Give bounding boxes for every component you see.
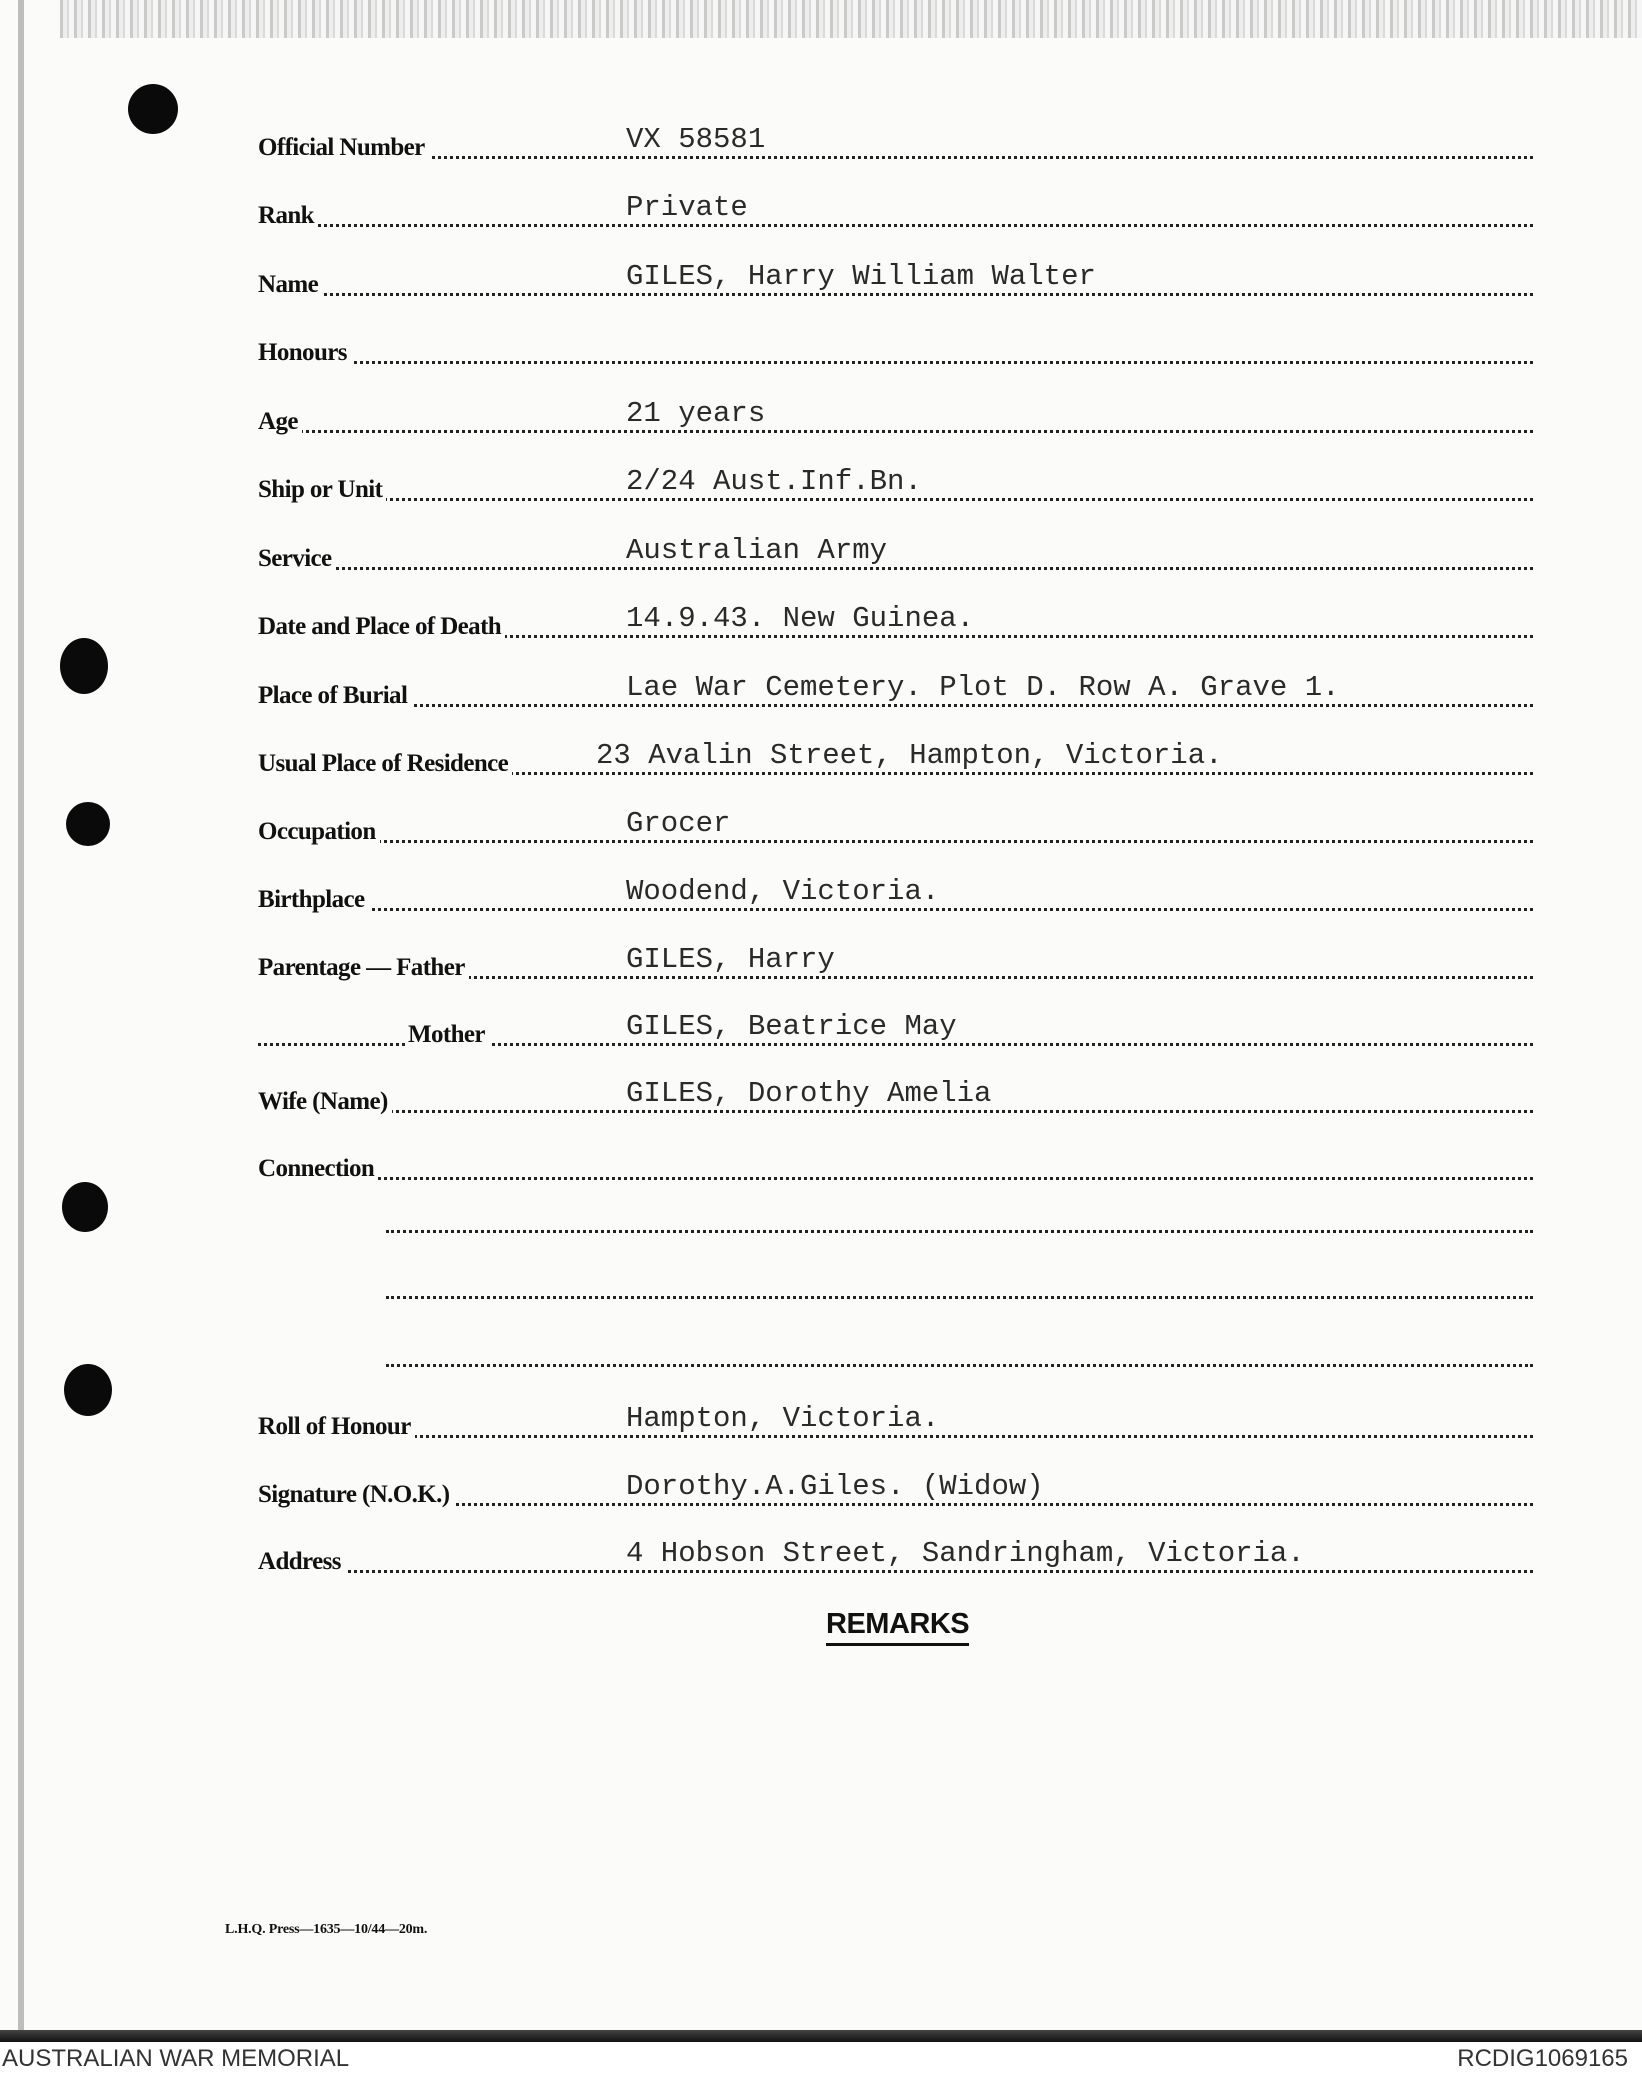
- field-label: Signature (N.O.K.): [258, 1481, 454, 1509]
- field-label: Age: [258, 408, 302, 436]
- dotted-line: [258, 908, 1533, 911]
- field-label: Rank: [258, 202, 318, 230]
- scan-left-edge: [18, 0, 24, 2035]
- dotted-line: [386, 1296, 1533, 1299]
- dotted-line: [258, 498, 1533, 501]
- punch-hole: [128, 84, 178, 134]
- field-label: Ship or Unit: [258, 476, 386, 504]
- field-address: [258, 1532, 1533, 1580]
- dotted-line: [258, 224, 1533, 227]
- field-label: Occupation: [258, 818, 380, 846]
- field-occupation: [258, 802, 1533, 850]
- dotted-line: [258, 293, 1533, 296]
- footer-record-id: RCDIG1069165: [1457, 2045, 1628, 2072]
- field-value: 4 Hobson Street, Sandringham, Victoria.: [626, 1537, 1305, 1570]
- field-value: GILES, Harry William Walter: [626, 260, 1096, 293]
- scan-top-edge: [60, 0, 1642, 38]
- field-value: 21 years: [626, 397, 766, 430]
- dotted-line: [258, 361, 1533, 364]
- field-label: Official Number: [258, 134, 429, 162]
- field-official-number: [258, 118, 1533, 166]
- field-parentage-father: [258, 938, 1533, 986]
- punch-hole: [62, 1182, 108, 1232]
- printer-imprint: L.H.Q. Press—1635—10/44—20m.: [225, 1922, 428, 1937]
- field-usual-residence: [258, 734, 1533, 782]
- remarks-heading: REMARKS: [826, 1608, 969, 1646]
- field-label: Mother: [408, 1021, 489, 1049]
- field-service: [258, 529, 1533, 577]
- field-date-place-of-death: [258, 597, 1533, 645]
- punch-hole: [64, 1364, 112, 1416]
- dotted-line: [258, 1435, 1533, 1438]
- field-label: Place of Burial: [258, 682, 411, 710]
- field-label: Roll of Honour: [258, 1413, 415, 1441]
- field-age: [258, 392, 1533, 440]
- field-rank: [258, 186, 1533, 234]
- field-label: Address: [258, 1548, 345, 1576]
- field-value: 23 Avalin Street, Hampton, Victoria.: [596, 739, 1223, 772]
- field-honours: [258, 323, 1533, 371]
- field-value: Dorothy.A.Giles. (Widow): [626, 1470, 1044, 1503]
- dotted-line: [258, 430, 1533, 433]
- field-mother: [258, 1005, 1533, 1053]
- dotted-line: [386, 1364, 1533, 1367]
- scan-bottom-edge: [0, 2030, 1642, 2042]
- dotted-line: [258, 156, 1533, 159]
- field-value: Lae War Cemetery. Plot D. Row A. Grave 1.: [626, 671, 1340, 704]
- field-label: Birthplace: [258, 886, 369, 914]
- field-wife-name: [258, 1072, 1533, 1120]
- field-value: Woodend, Victoria.: [626, 875, 940, 908]
- field-label: Usual Place of Residence: [258, 750, 512, 778]
- dotted-line: [258, 704, 1533, 707]
- field-value: GILES, Beatrice May: [626, 1010, 957, 1043]
- field-ship-or-unit: [258, 460, 1533, 508]
- field-label: Wife (Name): [258, 1088, 392, 1116]
- field-value: Grocer: [626, 807, 731, 840]
- dotted-line: [258, 1177, 1533, 1180]
- field-birthplace: [258, 870, 1533, 918]
- field-label: Service: [258, 545, 336, 573]
- punch-hole: [60, 638, 108, 694]
- footer-institution: AUSTRALIAN WAR MEMORIAL: [2, 2045, 350, 2072]
- dotted-line: [258, 1110, 1533, 1113]
- field-place-of-burial: [258, 666, 1533, 714]
- field-connection: [258, 1139, 1533, 1187]
- field-label: Parentage — Father: [258, 954, 469, 982]
- field-label: Date and Place of Death: [258, 613, 505, 641]
- field-value: 14.9.43. New Guinea.: [626, 602, 975, 635]
- field-value: VX 58581: [626, 123, 766, 156]
- field-label: Honours: [258, 339, 351, 367]
- field-value: Australian Army: [626, 534, 888, 567]
- field-roll-of-honour: [258, 1397, 1533, 1445]
- field-value: Hampton, Victoria.: [626, 1402, 940, 1435]
- field-value: GILES, Harry: [626, 943, 835, 976]
- field-value: Private: [626, 191, 748, 224]
- field-value: GILES, Dorothy Amelia: [626, 1077, 992, 1110]
- field-label: Connection: [258, 1155, 378, 1183]
- field-label: Name: [258, 271, 322, 299]
- dotted-line: [258, 840, 1533, 843]
- dotted-line: [258, 1570, 1533, 1573]
- field-signature-nok: [258, 1465, 1533, 1513]
- dotted-line: [386, 1230, 1533, 1233]
- field-value: 2/24 Aust.Inf.Bn.: [626, 465, 922, 498]
- dotted-line: [258, 567, 1533, 570]
- punch-hole: [66, 802, 110, 846]
- field-name: [258, 255, 1533, 303]
